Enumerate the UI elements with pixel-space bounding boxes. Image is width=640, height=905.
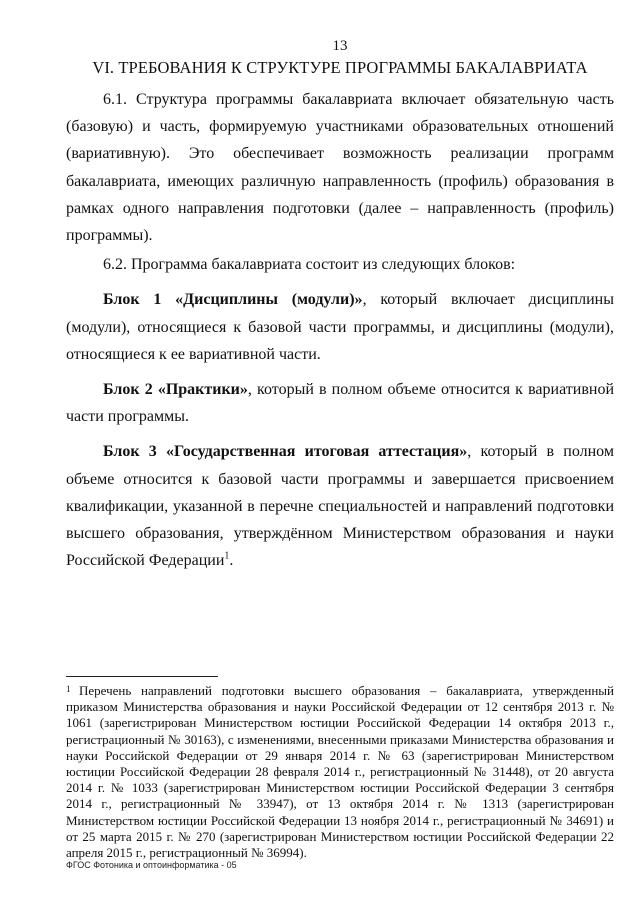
footnote-text: Перечень направлений подготовки высшего образования – бакалавриата, утвержденный приказом Министерства образования и науки Российской Федерации от 12 сентября 2013 г. № 1061 (зарегистрирован Министерством юстиции Российской Федерации 14 октября 2013 г., регистрационный № 30163), с изменениями, внесенными приказами Министерства образования и науки Российской Федерации от 29 января 2014 г. № 63 (зарегистрирован Министерством юстиции Российской Федерации 28 февраля 2014 г., регистрационный № 31448), от 20 августа 2014 г. № 1033 (зарегистрирован Министерством юстиции Российской Федерации 3 сентября 2014 г., регистрационный № 33947), от 13 октября 2014 г. № 1313 (зарегистрирован Министерством юстиции Российской Федерации 13 ноября 2014 г., регистрационный № 34691) и от 25 марта 2015 г. № 270 (зарегистрирован Министерством юстиции Российской Федерации 22 апреля 2015 г., регистрационный № 36994). (66, 683, 614, 861)
block-3-title: Блок 3 «Государственная итоговая аттестация» (103, 443, 468, 461)
page-number: 13 (332, 38, 348, 54)
block-2-text: , который в полном объеме относится к вариативной части программы. (66, 381, 615, 426)
paragraph-6-1: 6.1. Структура программы бакалавриата включает обязательную часть (базовую) и часть, формируемую участниками образовательных отношений (вариативную). Это обеспечивает возможность реализации программ бакалавриата, имеющих различную направленность (профиль) образования в рамках одного направления подготовки (далее – направленность (профиль) программы). (66, 91, 614, 245)
block-2-title: Блок 2 «Практики» (103, 381, 248, 399)
paragraph-6-2: 6.2. Программа бакалавриата состоит из следующих блоков: (103, 256, 516, 274)
footnote (66, 683, 614, 861)
paragraph-block-3 (66, 438, 614, 574)
paragraph-block-2 (66, 376, 614, 430)
block-3-text: , который в полном объеме относится к базовой части программы и завершается присвоением квалификации, указанной в перечне специальностей и направлений подготовки высшего образования, утверждённом Министерством образования и науки Российской Федерации (66, 443, 614, 570)
page-footer: ФГОС Фотоника и оптоинформатика - 05 (66, 860, 237, 870)
footnote-mark: 1 (66, 684, 71, 694)
footnote-divider (66, 676, 218, 677)
section-heading: VI. ТРЕБОВАНИЯ К СТРУКТУРЕ ПРОГРАММЫ БАКАЛАВРИАТА (92, 58, 588, 77)
block-1-text: , который включает дисциплины (модули), относящиеся к базовой части программы, и дисциплины (модули), относящиеся к ее вариативной части. (66, 291, 614, 363)
block-3-end: . (229, 552, 234, 570)
block-1-title: Блок 1 «Дисциплины (модули)» (103, 291, 363, 309)
body-text (66, 86, 614, 574)
footnote-reference[interactable]: 1 (224, 550, 230, 562)
paragraph-block-1 (66, 286, 614, 368)
